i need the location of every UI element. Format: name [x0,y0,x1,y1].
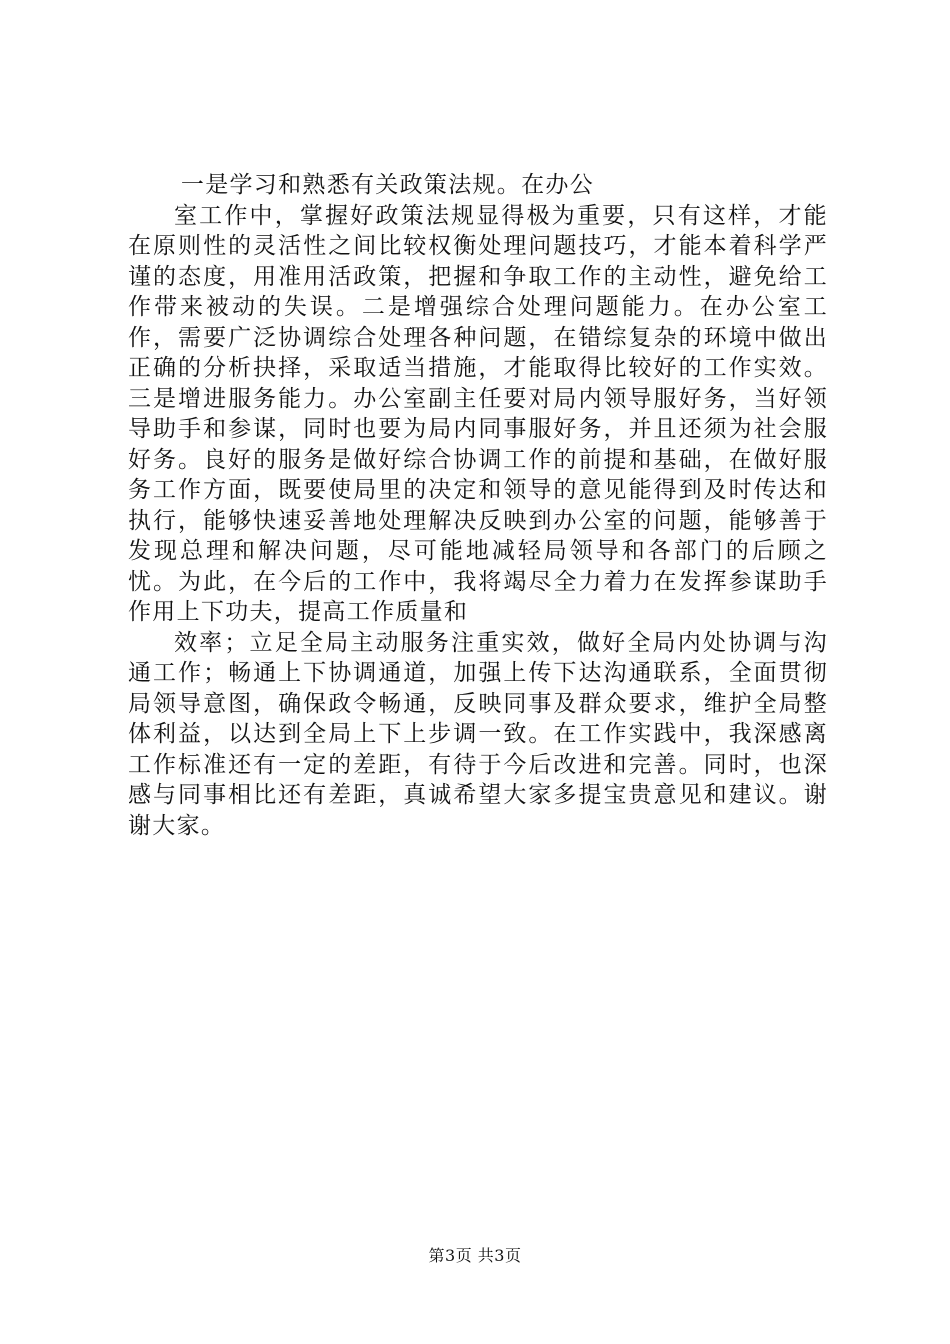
paragraph-2: 室工作中，掌握好政策法规显得极为重要，只有这样，才能在原则性的灵活性之间比较权衡处理问题技巧，才能本着科学严谨的态度，用准用活政策，把握和争取工作的主动性，避免给工作带来被动的失误。二是增强综合处理问题能力。在办公室工作，需要广泛协调综合处理各种问题，在错综复杂的环境中做出正确的分析抉择，采取适当措施，才能取得比较好的工作实效。三是增进服务能力。办公室副主任要对局内领导服好务，当好领导助手和参谋，同时也要为局内同事服好务，并且还须为社会服好务。良好的服务是做好综合协调工作的前提和基础，在做好服务工作方面，既要使局里的决定和领导的意见能得到及时传达和执行，能够快速妥善地处理解决反映到办公室的问题，能够善于发现总理和解决问题，尽可能地减轻局领导和各部门的后顾之忧。为此，在今后的工作中，我将竭尽全力着力在发挥参谋助手作用上下功夫，提高工作质量和 [128,202,828,625]
paragraph-3: 效率；立足全局主动服务注重实效，做好全局内处协调与沟通工作；畅通上下协调通道，加强上传下达沟通联系，全面贯彻局领导意图，确保政令畅通，反映同事及群众要求，维护全局整体利益，以达到全局上下上步调一致。在工作实践中，我深感离工作标准还有一定的差距，有待于今后改进和完善。同时，也深感与同事相比还有差距，真诚希望大家多提宝贵意见和建议。谢谢大家。 [128,629,828,839]
page-number-footer: 第3页 共3页 [428,1246,522,1265]
paragraph-1: 一是学习和熟悉有关政策法规。在办公 [180,172,594,198]
document-body [128,170,828,841]
